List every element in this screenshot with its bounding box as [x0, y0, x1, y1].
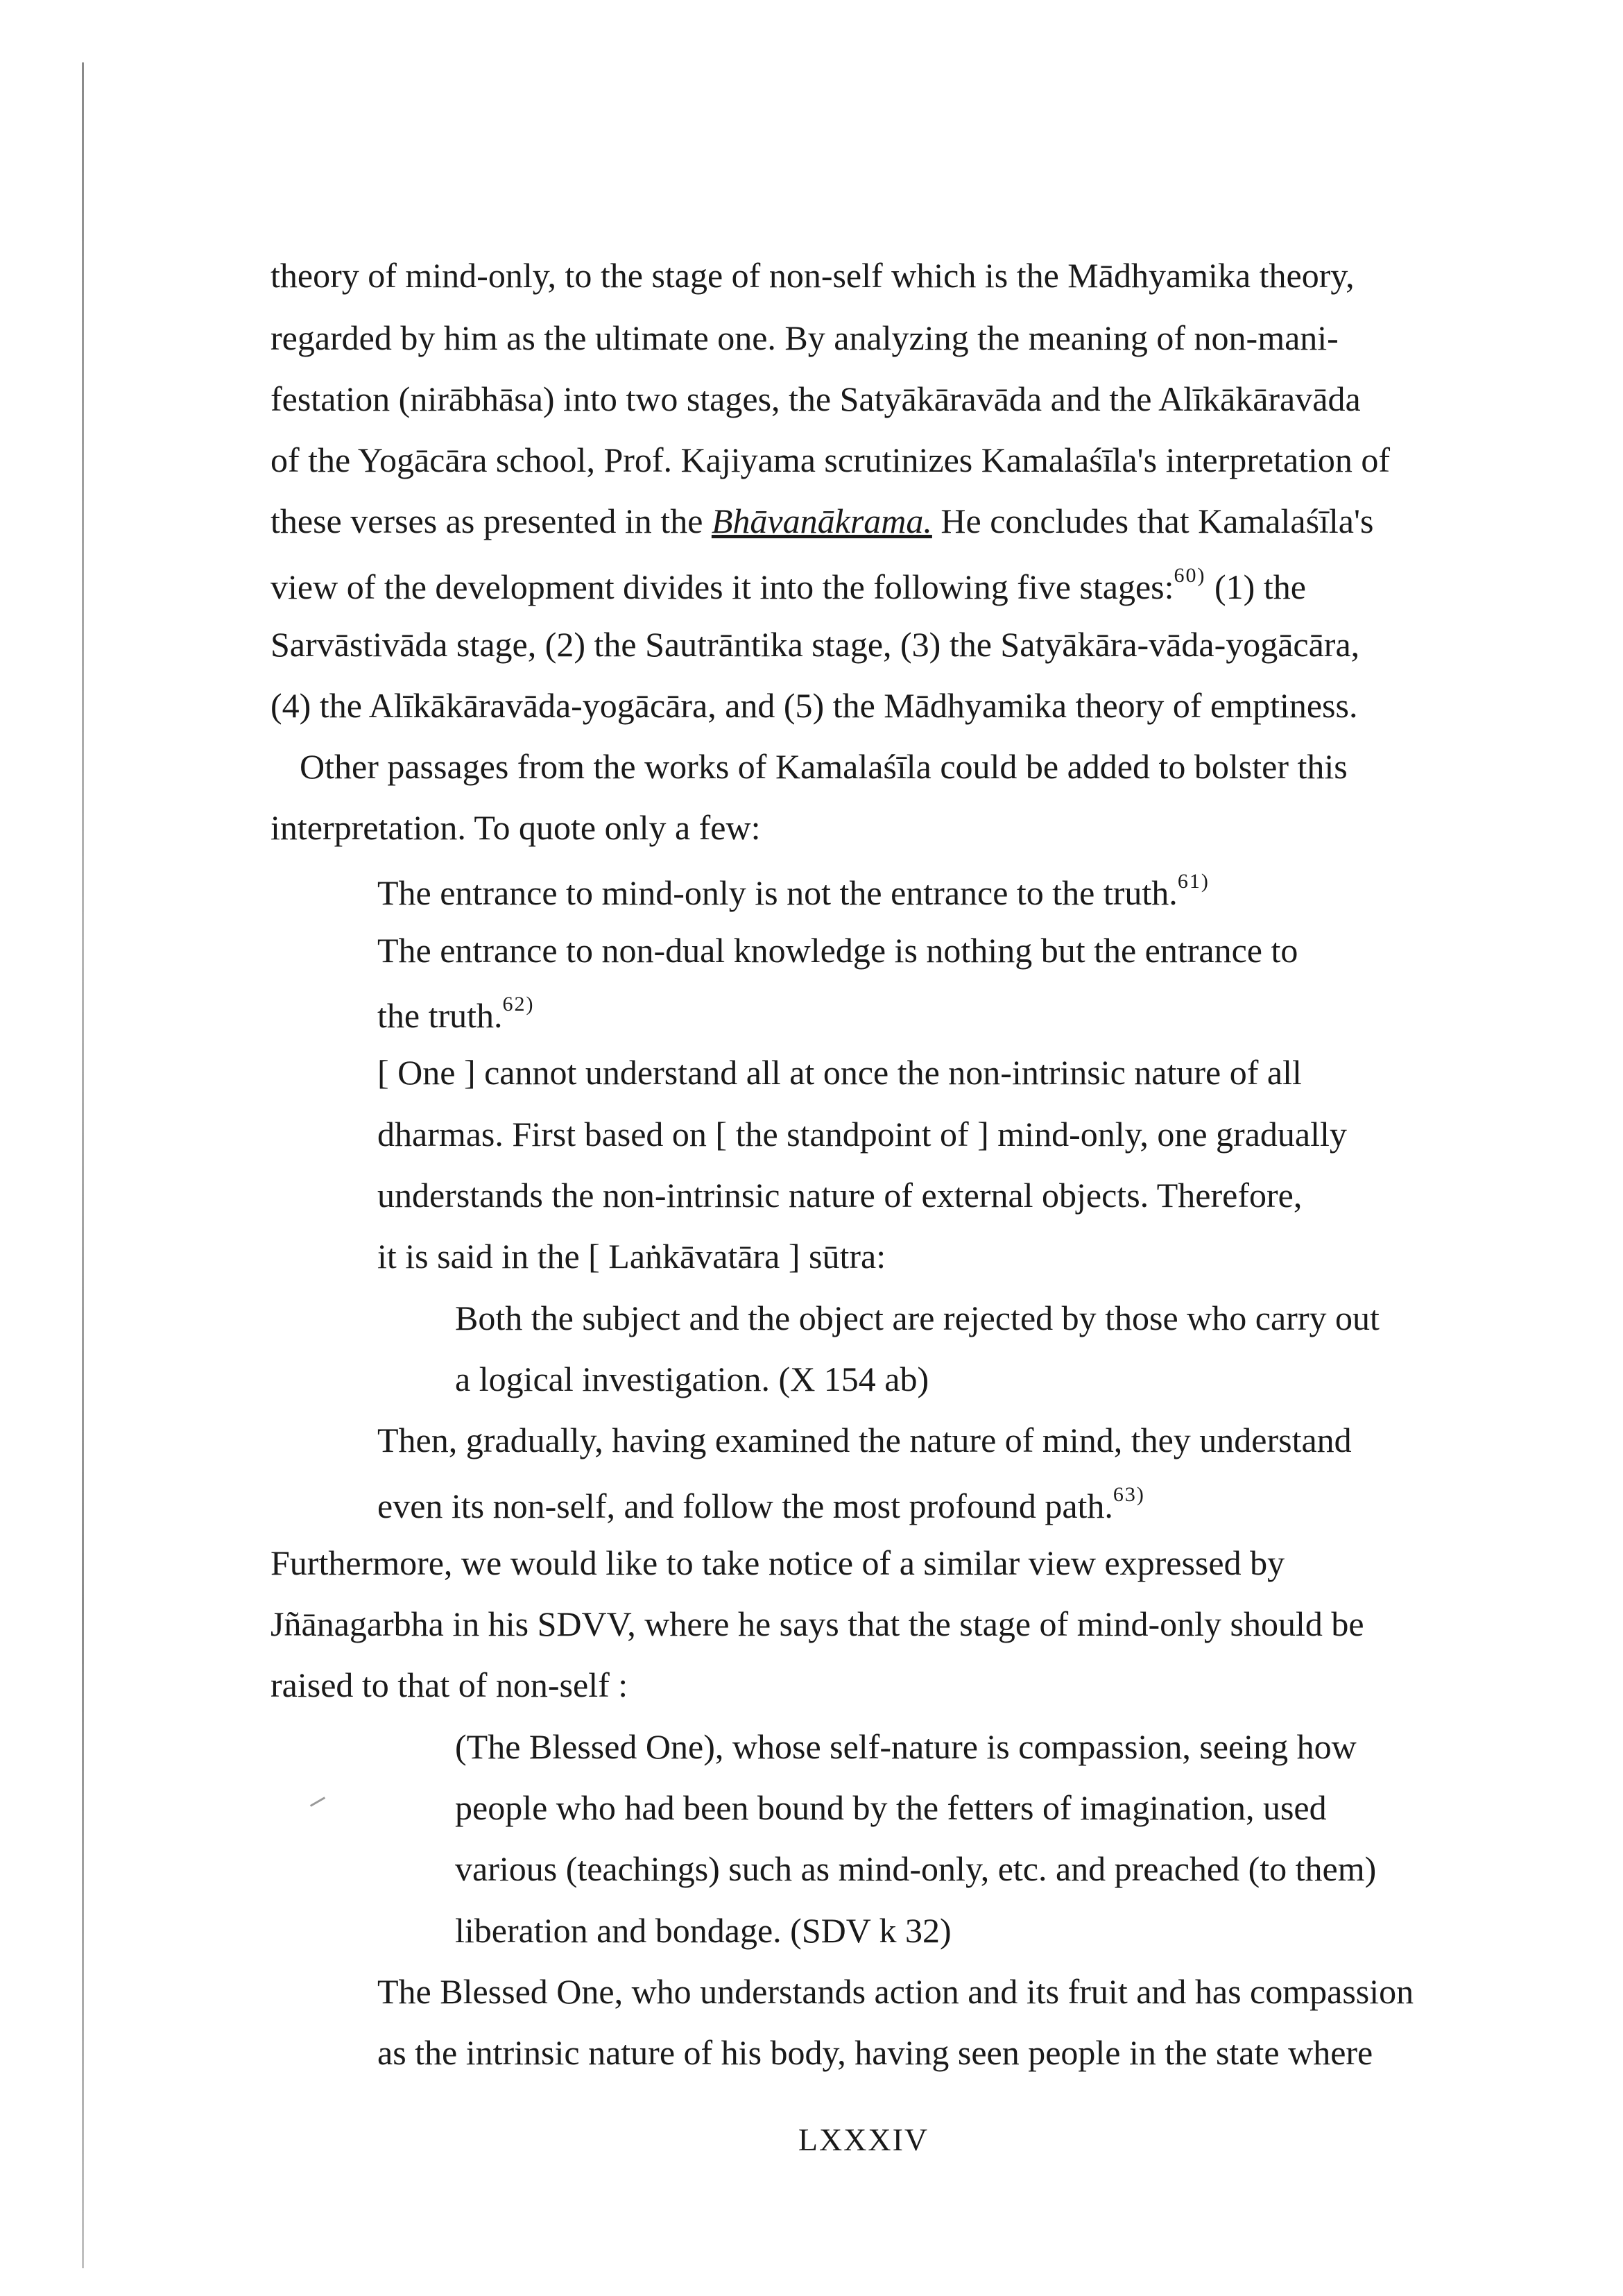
text-line: (4) the Alīkākāravāda-yogācāra, and (5) the Mādhyamika theory of emptiness.: [270, 686, 1358, 725]
text-line: interpretation. To quote only a few:: [270, 808, 761, 847]
footnote-ref: 61): [1177, 870, 1210, 893]
footnote-ref: 62): [502, 993, 535, 1016]
quote-line: understands the non-intrinsic nature of external objects. Therefore,: [377, 1176, 1303, 1215]
text-line: regarded by him as the ultimate one. By analyzing the meaning of non-mani-: [270, 318, 1339, 357]
quote-line: [ One ] cannot understand all at once the non-intrinsic nature of all: [377, 1053, 1302, 1092]
quote-line: even its non-self, and follow the most profound path.$^{63)}$: [377, 1483, 1145, 1525]
nested-quote-line: liberation and bondage. (SDV k 32): [455, 1911, 952, 1950]
text-line: of the Yogācāra school, Prof. Kajiyama scrutinizes Kamalaśīla's interpretation of: [270, 440, 1391, 479]
quote-line: dharmas. First based on [ the standpoint of ] mind-only, one gradually: [377, 1115, 1347, 1154]
nested-quote-line: (The Blessed One), whose self-nature is compassion, seeing how: [455, 1727, 1357, 1766]
text-line: Other passages from the works of Kamalaśīla could be added to bolster this: [300, 747, 1348, 786]
text-line: view of the development divides it into the following five stages:$^{60)}$ (1) the: [270, 564, 1306, 606]
page-number: LXXXIV: [798, 2122, 929, 2157]
quote-line: it is said in the [ Laṅkāvatāra ] sūtra:: [377, 1237, 886, 1276]
text-line: theory of mind-only, to the stage of non-self which is the Mādhyamika theory,: [270, 256, 1355, 295]
quote-line: The entrance to mind-only is not the entrance to the truth.$^{61)}$: [377, 870, 1210, 912]
quote-line: Then, gradually, having examined the nature of mind, they understand: [377, 1421, 1352, 1459]
text-line: Furthermore, we would like to take notice of a similar view expressed by: [270, 1543, 1285, 1582]
quote-line: the truth.$^{62)}$: [377, 993, 535, 1035]
nested-quote-line: a logical investigation. (X 154 ab): [455, 1360, 929, 1398]
quote-line: The entrance to non-dual knowledge is nothing but the entrance to: [377, 931, 1298, 970]
stray-pen-mark: [310, 1797, 325, 1807]
text-line: raised to that of non-self :: [270, 1665, 628, 1704]
quote-line: The Blessed One, who understands action and its fruit and has compassion: [377, 1972, 1414, 2011]
text-line: these verses as presented in the Bhāvanākrama. He concludes that Kamalaśīla's: [270, 502, 1374, 540]
work-title: Bhāvanākrama.: [711, 502, 932, 540]
nested-quote-line: people who had been bound by the fetters of imagination, used: [455, 1788, 1327, 1827]
nested-quote-line: Both the subject and the object are rejected by those who carry out: [455, 1299, 1380, 1337]
text-line: Sarvāstivāda stage, (2) the Sautrāntika stage, (3) the Satyākāra-vāda-yogācāra,: [270, 625, 1360, 664]
quote-line: as the intrinsic nature of his body, having seen people in the state where: [377, 2033, 1373, 2072]
footnote-ref: 60): [1174, 564, 1206, 587]
nested-quote-line: various (teachings) such as mind-only, etc. and preached (to them): [455, 1849, 1377, 1888]
footnote-ref: 63): [1113, 1483, 1145, 1506]
text-line: festation (nirābhāsa) into two stages, the Satyākāravāda and the Alīkākāravāda: [270, 379, 1361, 418]
margin-rule: [82, 62, 84, 2268]
text-line: Jñānagarbha in his SDVV, where he says that the stage of mind-only should be: [270, 1604, 1364, 1643]
